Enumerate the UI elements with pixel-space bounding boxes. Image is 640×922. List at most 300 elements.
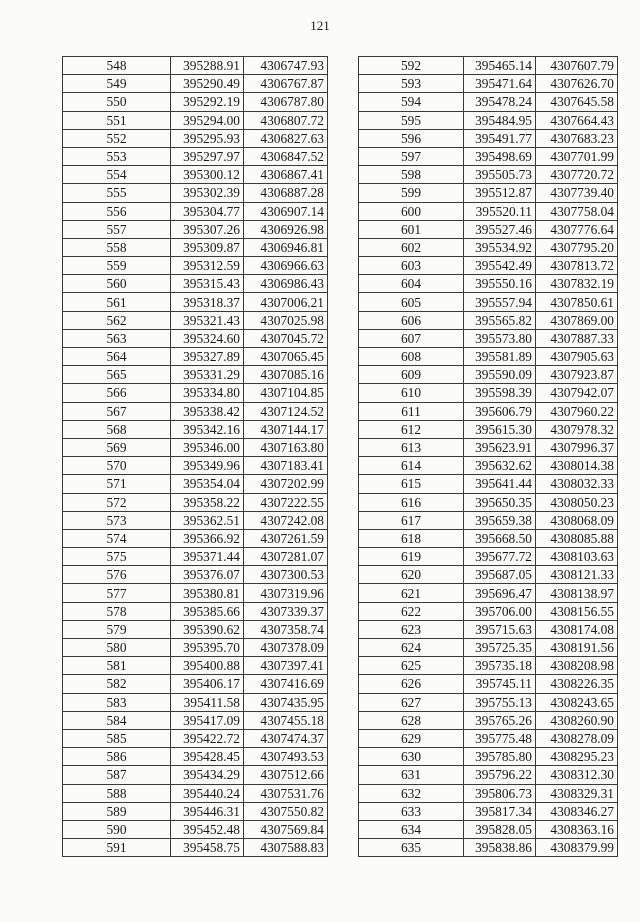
x-coordinate-cell: 395292.19 <box>171 93 244 111</box>
x-coordinate-cell: 395542.49 <box>464 257 536 275</box>
y-coordinate-cell: 4307339.37 <box>244 602 328 620</box>
table-row <box>359 75 618 93</box>
point-number-cell: 619 <box>359 548 464 566</box>
coordinates-table-right <box>358 56 618 857</box>
table-row <box>359 529 618 547</box>
point-number-cell: 598 <box>359 166 464 184</box>
table-row <box>359 220 618 238</box>
point-number-cell: 628 <box>359 711 464 729</box>
y-coordinate-cell: 4307887.33 <box>536 329 618 347</box>
x-coordinate-cell: 395534.92 <box>464 238 536 256</box>
y-coordinate-cell: 4308278.09 <box>536 729 618 747</box>
table-row <box>63 420 328 438</box>
y-coordinate-cell: 4308295.23 <box>536 748 618 766</box>
point-number-cell: 563 <box>63 329 171 347</box>
point-number-cell: 605 <box>359 293 464 311</box>
y-coordinate-cell: 4307720.72 <box>536 166 618 184</box>
coordinates-table-left <box>62 56 328 857</box>
table-row <box>359 802 618 820</box>
y-coordinate-cell: 4306767.87 <box>244 75 328 93</box>
table-row <box>359 329 618 347</box>
y-coordinate-cell: 4307512.66 <box>244 766 328 784</box>
point-number-cell: 557 <box>63 220 171 238</box>
y-coordinate-cell: 4306926.98 <box>244 220 328 238</box>
table-row <box>359 693 618 711</box>
y-coordinate-cell: 4307996.37 <box>536 438 618 456</box>
point-number-cell: 570 <box>63 457 171 475</box>
table-row <box>63 129 328 147</box>
point-number-cell: 552 <box>63 129 171 147</box>
point-number-cell: 634 <box>359 820 464 838</box>
x-coordinate-cell: 395307.26 <box>171 220 244 238</box>
table-row <box>359 620 618 638</box>
y-coordinate-cell: 4306907.14 <box>244 202 328 220</box>
y-coordinate-cell: 4307300.53 <box>244 566 328 584</box>
x-coordinate-cell: 395309.87 <box>171 238 244 256</box>
y-coordinate-cell: 4307358.74 <box>244 620 328 638</box>
x-coordinate-cell: 395315.43 <box>171 275 244 293</box>
y-coordinate-cell: 4306887.28 <box>244 184 328 202</box>
point-number-cell: 593 <box>359 75 464 93</box>
table-body-right <box>359 57 618 857</box>
x-coordinate-cell: 395349.96 <box>171 457 244 475</box>
x-coordinate-cell: 395304.77 <box>171 202 244 220</box>
x-coordinate-cell: 395550.16 <box>464 275 536 293</box>
table-row <box>63 493 328 511</box>
y-coordinate-cell: 4307905.63 <box>536 348 618 366</box>
y-coordinate-cell: 4307281.07 <box>244 548 328 566</box>
y-coordinate-cell: 4308329.31 <box>536 784 618 802</box>
point-number-cell: 629 <box>359 729 464 747</box>
x-coordinate-cell: 395434.29 <box>171 766 244 784</box>
point-number-cell: 614 <box>359 457 464 475</box>
table-row <box>359 238 618 256</box>
x-coordinate-cell: 395668.50 <box>464 529 536 547</box>
point-number-cell: 590 <box>63 820 171 838</box>
table-row <box>359 420 618 438</box>
y-coordinate-cell: 4307435.95 <box>244 693 328 711</box>
table-row <box>359 548 618 566</box>
x-coordinate-cell: 395632.62 <box>464 457 536 475</box>
x-coordinate-cell: 395422.72 <box>171 729 244 747</box>
table-row <box>359 311 618 329</box>
y-coordinate-cell: 4307065.45 <box>244 348 328 366</box>
y-coordinate-cell: 4306966.63 <box>244 257 328 275</box>
point-number-cell: 604 <box>359 275 464 293</box>
x-coordinate-cell: 395417.09 <box>171 711 244 729</box>
x-coordinate-cell: 395385.66 <box>171 602 244 620</box>
point-number-cell: 553 <box>63 147 171 165</box>
point-number-cell: 560 <box>63 275 171 293</box>
point-number-cell: 592 <box>359 57 464 75</box>
point-number-cell: 556 <box>63 202 171 220</box>
y-coordinate-cell: 4307242.08 <box>244 511 328 529</box>
point-number-cell: 581 <box>63 657 171 675</box>
point-number-cell: 611 <box>359 402 464 420</box>
point-number-cell: 577 <box>63 584 171 602</box>
table-row <box>359 166 618 184</box>
table-row <box>63 748 328 766</box>
x-coordinate-cell: 395659.38 <box>464 511 536 529</box>
table-row <box>359 657 618 675</box>
x-coordinate-cell: 395446.31 <box>171 802 244 820</box>
table-row <box>63 238 328 256</box>
y-coordinate-cell: 4307758.04 <box>536 202 618 220</box>
table-row <box>63 438 328 456</box>
x-coordinate-cell: 395641.44 <box>464 475 536 493</box>
y-coordinate-cell: 4308103.63 <box>536 548 618 566</box>
point-number-cell: 631 <box>359 766 464 784</box>
y-coordinate-cell: 4307942.07 <box>536 384 618 402</box>
table-row <box>359 147 618 165</box>
y-coordinate-cell: 4307416.69 <box>244 675 328 693</box>
point-number-cell: 624 <box>359 639 464 657</box>
point-number-cell: 564 <box>63 348 171 366</box>
x-coordinate-cell: 395297.97 <box>171 147 244 165</box>
y-coordinate-cell: 4307378.09 <box>244 639 328 657</box>
table-row <box>359 784 618 802</box>
y-coordinate-cell: 4308014.38 <box>536 457 618 475</box>
table-row <box>63 602 328 620</box>
x-coordinate-cell: 395380.81 <box>171 584 244 602</box>
y-coordinate-cell: 4307645.58 <box>536 93 618 111</box>
point-number-cell: 585 <box>63 729 171 747</box>
y-coordinate-cell: 4307850.61 <box>536 293 618 311</box>
x-coordinate-cell: 395440.24 <box>171 784 244 802</box>
table-row <box>63 566 328 584</box>
x-coordinate-cell: 395623.91 <box>464 438 536 456</box>
x-coordinate-cell: 395324.60 <box>171 329 244 347</box>
point-number-cell: 562 <box>63 311 171 329</box>
y-coordinate-cell: 4307795.20 <box>536 238 618 256</box>
point-number-cell: 574 <box>63 529 171 547</box>
point-number-cell: 588 <box>63 784 171 802</box>
y-coordinate-cell: 4307474.37 <box>244 729 328 747</box>
x-coordinate-cell: 395395.70 <box>171 639 244 657</box>
table-row <box>63 693 328 711</box>
table-row <box>359 93 618 111</box>
x-coordinate-cell: 395581.89 <box>464 348 536 366</box>
point-number-cell: 615 <box>359 475 464 493</box>
point-number-cell: 559 <box>63 257 171 275</box>
table-row <box>63 366 328 384</box>
x-coordinate-cell: 395755.13 <box>464 693 536 711</box>
table-row <box>63 820 328 838</box>
point-number-cell: 554 <box>63 166 171 184</box>
y-coordinate-cell: 4307701.99 <box>536 147 618 165</box>
table-row <box>63 457 328 475</box>
x-coordinate-cell: 395696.47 <box>464 584 536 602</box>
x-coordinate-cell: 395318.37 <box>171 293 244 311</box>
table-row <box>359 584 618 602</box>
table-row <box>359 602 618 620</box>
point-number-cell: 582 <box>63 675 171 693</box>
table-row <box>359 511 618 529</box>
x-coordinate-cell: 395745.11 <box>464 675 536 693</box>
point-number-cell: 618 <box>359 529 464 547</box>
x-coordinate-cell: 395312.59 <box>171 257 244 275</box>
point-number-cell: 626 <box>359 675 464 693</box>
point-number-cell: 561 <box>63 293 171 311</box>
point-number-cell: 589 <box>63 802 171 820</box>
x-coordinate-cell: 395371.44 <box>171 548 244 566</box>
y-coordinate-cell: 4307923.87 <box>536 366 618 384</box>
table-row <box>63 766 328 784</box>
table-row <box>359 57 618 75</box>
point-number-cell: 607 <box>359 329 464 347</box>
x-coordinate-cell: 395606.79 <box>464 402 536 420</box>
point-number-cell: 630 <box>359 748 464 766</box>
table-row <box>63 275 328 293</box>
point-number-cell: 600 <box>359 202 464 220</box>
table-row <box>359 257 618 275</box>
x-coordinate-cell: 395520.11 <box>464 202 536 220</box>
x-coordinate-cell: 395478.24 <box>464 93 536 111</box>
y-coordinate-cell: 4306946.81 <box>244 238 328 256</box>
y-coordinate-cell: 4307531.76 <box>244 784 328 802</box>
y-coordinate-cell: 4307960.22 <box>536 402 618 420</box>
table-row <box>63 147 328 165</box>
point-number-cell: 566 <box>63 384 171 402</box>
x-coordinate-cell: 395342.16 <box>171 420 244 438</box>
y-coordinate-cell: 4307832.19 <box>536 275 618 293</box>
x-coordinate-cell: 395428.45 <box>171 748 244 766</box>
point-number-cell: 595 <box>359 111 464 129</box>
y-coordinate-cell: 4307569.84 <box>244 820 328 838</box>
y-coordinate-cell: 4307813.72 <box>536 257 618 275</box>
table-row <box>359 384 618 402</box>
table-row <box>63 184 328 202</box>
y-coordinate-cell: 4306807.72 <box>244 111 328 129</box>
point-number-cell: 632 <box>359 784 464 802</box>
x-coordinate-cell: 395828.05 <box>464 820 536 838</box>
x-coordinate-cell: 395334.80 <box>171 384 244 402</box>
y-coordinate-cell: 4308138.97 <box>536 584 618 602</box>
x-coordinate-cell: 395411.58 <box>171 693 244 711</box>
table-row <box>63 802 328 820</box>
y-coordinate-cell: 4308208.98 <box>536 657 618 675</box>
y-coordinate-cell: 4307683.23 <box>536 129 618 147</box>
y-coordinate-cell: 4307163.80 <box>244 438 328 456</box>
table-row <box>63 329 328 347</box>
point-number-cell: 635 <box>359 839 464 857</box>
x-coordinate-cell: 395735.18 <box>464 657 536 675</box>
table-row <box>359 129 618 147</box>
y-coordinate-cell: 4308379.99 <box>536 839 618 857</box>
x-coordinate-cell: 395471.64 <box>464 75 536 93</box>
x-coordinate-cell: 395346.00 <box>171 438 244 456</box>
point-number-cell: 597 <box>359 147 464 165</box>
point-number-cell: 625 <box>359 657 464 675</box>
x-coordinate-cell: 395362.51 <box>171 511 244 529</box>
y-coordinate-cell: 4308346.27 <box>536 802 618 820</box>
point-number-cell: 579 <box>63 620 171 638</box>
x-coordinate-cell: 395817.34 <box>464 802 536 820</box>
x-coordinate-cell: 395491.77 <box>464 129 536 147</box>
y-coordinate-cell: 4307978.32 <box>536 420 618 438</box>
point-number-cell: 617 <box>359 511 464 529</box>
point-number-cell: 571 <box>63 475 171 493</box>
y-coordinate-cell: 4307455.18 <box>244 711 328 729</box>
x-coordinate-cell: 395785.80 <box>464 748 536 766</box>
x-coordinate-cell: 395302.39 <box>171 184 244 202</box>
y-coordinate-cell: 4308121.33 <box>536 566 618 584</box>
x-coordinate-cell: 395294.00 <box>171 111 244 129</box>
point-number-cell: 550 <box>63 93 171 111</box>
page-number: 121 <box>310 18 330 33</box>
y-coordinate-cell: 4308191.56 <box>536 639 618 657</box>
y-coordinate-cell: 4306827.63 <box>244 129 328 147</box>
point-number-cell: 576 <box>63 566 171 584</box>
table-row <box>359 348 618 366</box>
x-coordinate-cell: 395452.48 <box>171 820 244 838</box>
point-number-cell: 573 <box>63 511 171 529</box>
table-row <box>63 657 328 675</box>
x-coordinate-cell: 395715.63 <box>464 620 536 638</box>
x-coordinate-cell: 395321.43 <box>171 311 244 329</box>
table-row <box>359 275 618 293</box>
y-coordinate-cell: 4307869.00 <box>536 311 618 329</box>
y-coordinate-cell: 4307550.82 <box>244 802 328 820</box>
table-row <box>63 584 328 602</box>
y-coordinate-cell: 4307397.41 <box>244 657 328 675</box>
table-row <box>63 293 328 311</box>
table-row <box>359 184 618 202</box>
y-coordinate-cell: 4308174.08 <box>536 620 618 638</box>
x-coordinate-cell: 395338.42 <box>171 402 244 420</box>
y-coordinate-cell: 4306986.43 <box>244 275 328 293</box>
table-row <box>359 366 618 384</box>
point-number-cell: 596 <box>359 129 464 147</box>
point-number-cell: 601 <box>359 220 464 238</box>
table-row <box>63 220 328 238</box>
y-coordinate-cell: 4307045.72 <box>244 329 328 347</box>
y-coordinate-cell: 4308260.90 <box>536 711 618 729</box>
table-row <box>63 93 328 111</box>
point-number-cell: 623 <box>359 620 464 638</box>
point-number-cell: 586 <box>63 748 171 766</box>
x-coordinate-cell: 395505.73 <box>464 166 536 184</box>
x-coordinate-cell: 395650.35 <box>464 493 536 511</box>
table-row <box>359 438 618 456</box>
table-row <box>359 457 618 475</box>
table-row <box>63 475 328 493</box>
point-number-cell: 622 <box>359 602 464 620</box>
table-row <box>63 257 328 275</box>
point-number-cell: 616 <box>359 493 464 511</box>
point-number-cell: 594 <box>359 93 464 111</box>
point-number-cell: 584 <box>63 711 171 729</box>
y-coordinate-cell: 4307319.96 <box>244 584 328 602</box>
y-coordinate-cell: 4307626.70 <box>536 75 618 93</box>
x-coordinate-cell: 395354.04 <box>171 475 244 493</box>
point-number-cell: 567 <box>63 402 171 420</box>
x-coordinate-cell: 395288.91 <box>171 57 244 75</box>
point-number-cell: 565 <box>63 366 171 384</box>
x-coordinate-cell: 395400.88 <box>171 657 244 675</box>
table-row <box>63 57 328 75</box>
x-coordinate-cell: 395458.75 <box>171 839 244 857</box>
x-coordinate-cell: 395527.46 <box>464 220 536 238</box>
table-row <box>359 729 618 747</box>
table-row <box>63 384 328 402</box>
y-coordinate-cell: 4307104.85 <box>244 384 328 402</box>
point-number-cell: 602 <box>359 238 464 256</box>
table-row <box>63 839 328 857</box>
table-row <box>63 111 328 129</box>
y-coordinate-cell: 4308032.33 <box>536 475 618 493</box>
x-coordinate-cell: 395706.00 <box>464 602 536 620</box>
x-coordinate-cell: 395557.94 <box>464 293 536 311</box>
x-coordinate-cell: 395300.12 <box>171 166 244 184</box>
point-number-cell: 610 <box>359 384 464 402</box>
point-number-cell: 572 <box>63 493 171 511</box>
table-row <box>359 475 618 493</box>
point-number-cell: 603 <box>359 257 464 275</box>
point-number-cell: 583 <box>63 693 171 711</box>
y-coordinate-cell: 4308243.65 <box>536 693 618 711</box>
x-coordinate-cell: 395512.87 <box>464 184 536 202</box>
y-coordinate-cell: 4308156.55 <box>536 602 618 620</box>
y-coordinate-cell: 4307183.41 <box>244 457 328 475</box>
point-number-cell: 558 <box>63 238 171 256</box>
y-coordinate-cell: 4308226.35 <box>536 675 618 693</box>
x-coordinate-cell: 395295.93 <box>171 129 244 147</box>
table-row <box>359 566 618 584</box>
point-number-cell: 633 <box>359 802 464 820</box>
y-coordinate-cell: 4306867.41 <box>244 166 328 184</box>
point-number-cell: 620 <box>359 566 464 584</box>
y-coordinate-cell: 4308050.23 <box>536 493 618 511</box>
y-coordinate-cell: 4307739.40 <box>536 184 618 202</box>
table-row <box>359 711 618 729</box>
x-coordinate-cell: 395358.22 <box>171 493 244 511</box>
y-coordinate-cell: 4307776.64 <box>536 220 618 238</box>
table-row <box>63 311 328 329</box>
point-number-cell: 568 <box>63 420 171 438</box>
point-number-cell: 551 <box>63 111 171 129</box>
x-coordinate-cell: 395775.48 <box>464 729 536 747</box>
point-number-cell: 612 <box>359 420 464 438</box>
table-row <box>359 639 618 657</box>
table-row <box>63 675 328 693</box>
table-row <box>63 729 328 747</box>
x-coordinate-cell: 395366.92 <box>171 529 244 547</box>
x-coordinate-cell: 395677.72 <box>464 548 536 566</box>
point-number-cell: 609 <box>359 366 464 384</box>
x-coordinate-cell: 395573.80 <box>464 329 536 347</box>
point-number-cell: 580 <box>63 639 171 657</box>
y-coordinate-cell: 4308363.16 <box>536 820 618 838</box>
table-row <box>63 548 328 566</box>
table-row <box>63 166 328 184</box>
y-coordinate-cell: 4307493.53 <box>244 748 328 766</box>
x-coordinate-cell: 395465.14 <box>464 57 536 75</box>
table-row <box>359 820 618 838</box>
y-coordinate-cell: 4306787.80 <box>244 93 328 111</box>
y-coordinate-cell: 4307025.98 <box>244 311 328 329</box>
x-coordinate-cell: 395598.39 <box>464 384 536 402</box>
point-number-cell: 606 <box>359 311 464 329</box>
y-coordinate-cell: 4307144.17 <box>244 420 328 438</box>
y-coordinate-cell: 4307588.83 <box>244 839 328 857</box>
x-coordinate-cell: 395838.86 <box>464 839 536 857</box>
table-row <box>63 348 328 366</box>
point-number-cell: 548 <box>63 57 171 75</box>
table-row <box>63 75 328 93</box>
y-coordinate-cell: 4307085.16 <box>244 366 328 384</box>
table-row <box>63 620 328 638</box>
